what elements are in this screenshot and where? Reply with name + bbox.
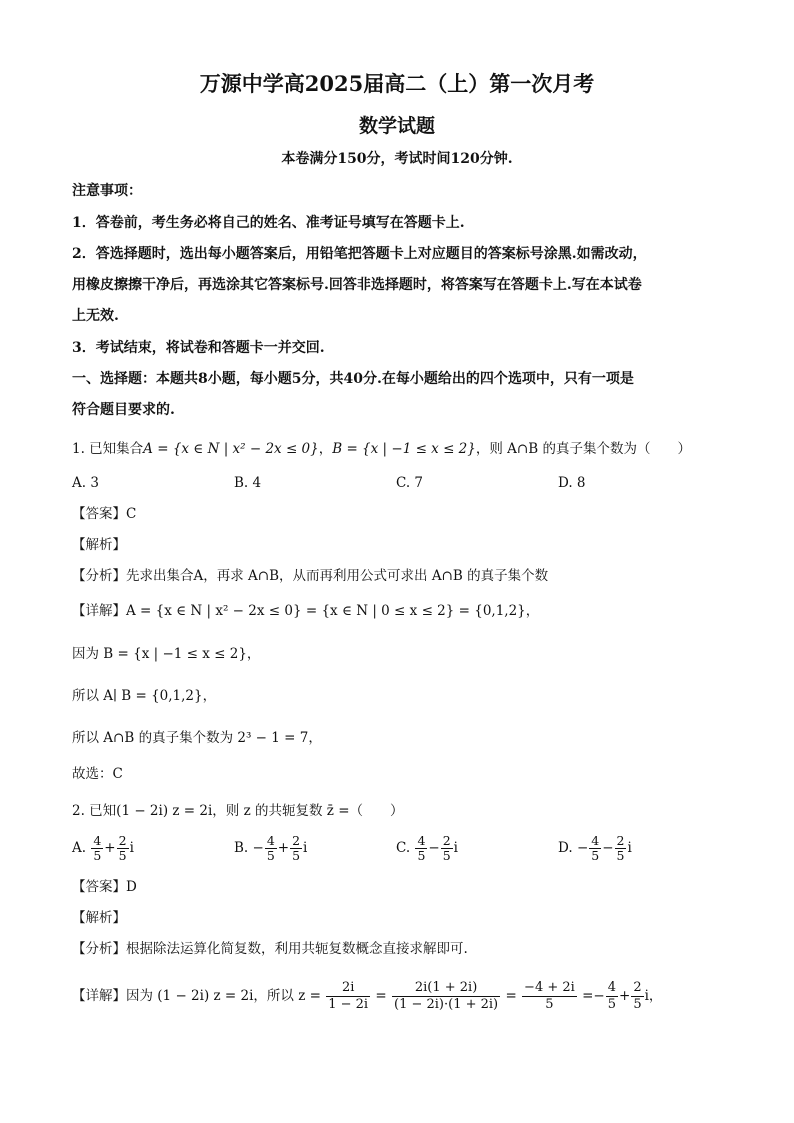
q2-option-d-frac-2 (615, 834, 627, 863)
q1-set-b: B = {x | −1 ≤ x ≤ 2} (332, 441, 476, 457)
q2-eq-3: = (582, 988, 594, 1004)
note-2-line-1: 2．答选择题时，选出每小题答案后，用铅笔把答题卡上对应题目的答案标号涂黑.如需改动， (72, 246, 647, 262)
q2-neg-sign: − (593, 988, 605, 1004)
q2-option-b-sign: − (252, 840, 264, 856)
note-3: 3．考试结束，将试卷和答题卡一并交回. (72, 340, 325, 356)
q2-step-frac-5-num: 2 (633, 980, 642, 995)
q2-option-b-frac-1-num: 4 (266, 833, 275, 848)
q2-option-a-frac-2-num: 2 (118, 833, 127, 848)
q2-stem: 2. 已知(1 − 2i) z = 2i，则 z 的共轭复数 z̄ =（ ） (72, 803, 404, 819)
q1-set-a: A = {x ∈ N | x² − 2x ≤ 0} (143, 441, 319, 457)
q1-option-b: B. 4 (234, 475, 262, 491)
q2-option-d-frac-1 (589, 834, 601, 863)
q2-option-b-frac-1 (265, 834, 277, 863)
q2-step-frac-4 (606, 980, 618, 1013)
q2-answer: 【答案】D (72, 879, 137, 895)
q2-step-frac-3 (522, 980, 577, 1013)
note-1: 1．答卷前，考生务必将自己的姓名、准考证号填写在答题卡上. (72, 215, 465, 231)
q2-option-b-frac-1-den: 5 (266, 848, 275, 863)
q2-plus-sign: + (619, 988, 631, 1004)
q2-option-b (234, 834, 307, 863)
q1-step-4: 所以 A∩B 的真子集个数为 2³ − 1 = 7， (72, 730, 322, 746)
q2-option-b-label: B. (234, 840, 249, 856)
q1-stem (72, 439, 691, 459)
note-2-line-3: 上无效. (72, 308, 119, 324)
q1-step-2: 因为 B = {x | −1 ≤ x ≤ 2}， (72, 646, 261, 662)
q2-step-frac-1 (326, 980, 370, 1013)
q2-xiangjie-prefix: 【详解】因为 (1 − 2i) z = 2i，所以 z = (72, 988, 321, 1004)
q2-option-b-frac-2-num: 2 (292, 833, 301, 848)
q1-stem-suffix: ，则 A∩B 的真子集个数为（ ） (475, 441, 691, 457)
q2-option-c-frac-2-den: 5 (442, 848, 451, 863)
q2-step-frac-1-den: 1 − 2i (328, 997, 369, 1012)
q2-option-c-frac-2-num: 2 (442, 833, 451, 848)
q2-option-c (396, 834, 458, 863)
q2-option-b-frac-2-den: 5 (292, 848, 301, 863)
q2-option-a-label: A. (72, 840, 87, 856)
q2-option-b-frac-2 (290, 834, 302, 863)
q2-option-d-frac-1-num: 4 (591, 833, 600, 848)
q2-option-c-frac-1 (415, 834, 427, 863)
section-1-heading-line-1: 一、选择题：本题共8小题，每小题5分，共40分.在每小题给出的四个选项中，只有一项是 (72, 371, 634, 387)
q2-option-c-unit: i (453, 840, 458, 856)
exam-info: 本卷满分150分，考试时间120分钟. (281, 151, 513, 167)
q1-option-d: D. 8 (558, 475, 586, 491)
q2-xiangjie (72, 980, 662, 1013)
q2-step-frac-2-num: 2i(1 + 2i) (392, 980, 500, 997)
q1-answer: 【答案】C (72, 506, 137, 522)
q2-tail: i， (644, 988, 663, 1004)
q1-option-c: C. 7 (396, 475, 424, 491)
q2-option-d-frac-2-den: 5 (616, 848, 625, 863)
q2-option-d-frac-1-den: 5 (591, 848, 600, 863)
q2-eq-1: = (375, 988, 387, 1004)
q2-option-a-unit: i (129, 840, 134, 856)
q2-option-a-frac-2-den: 5 (118, 848, 127, 863)
q2-option-b-op: + (277, 840, 290, 856)
q2-step-frac-4-den: 5 (607, 997, 616, 1012)
q1-analysis-label: 【解析】 (72, 537, 126, 553)
q2-step-frac-5-den: 5 (633, 997, 642, 1012)
q2-option-a-op: + (104, 840, 116, 856)
exam-subtitle: 数学试题 (358, 115, 435, 137)
q2-step-frac-4-num: 4 (607, 980, 616, 995)
q2-step-frac-3-num: −4 + 2i (524, 980, 575, 995)
q1-xiangjie: 【详解】A = {x ∈ N | x² − 2x ≤ 0} = {x ∈ N | 0 ≤ x ≤ 2} = {0,1,2}， (72, 603, 540, 619)
q2-step-frac-5 (631, 980, 643, 1013)
q1-option-a: A. 3 (72, 475, 99, 491)
q2-option-c-frac-1-num: 4 (417, 833, 426, 848)
q1-separator: ， (318, 441, 333, 457)
q2-option-a-frac-1-num: 4 (93, 833, 102, 848)
q1-fenxi: 【分析】先求出集合A，再求 A∩B，从而再利用公式可求出 A∩B 的真子集个数 (72, 568, 549, 584)
q2-option-d-label: D. (558, 840, 573, 856)
q2-option-c-frac-1-den: 5 (417, 848, 426, 863)
notes-heading: 注意事项： (72, 183, 142, 199)
section-1-heading-line-2: 符合题目要求的. (72, 402, 175, 418)
q1-stem-prefix: 1. 已知集合 (72, 441, 144, 457)
q2-option-a-frac-1 (91, 834, 103, 863)
q1-step-3: 所以 A∣ B = {0,1,2}， (72, 688, 217, 704)
q2-analysis-label: 【解析】 (72, 910, 126, 926)
exam-title: 万源中学高2025届高二（上）第一次月考 (199, 71, 595, 96)
q2-option-c-frac-2 (441, 834, 453, 863)
q2-option-d (558, 834, 632, 863)
q2-option-a-frac-2 (117, 834, 129, 863)
q2-step-frac-3-den: 5 (545, 997, 554, 1012)
note-2-line-2: 用橡皮擦擦干净后，再选涂其它答案标号.回答非选择题时，将答案写在答题卡上.写在本试卷 (72, 277, 642, 293)
q2-option-d-unit: i (627, 840, 632, 856)
q2-option-d-sign: − (576, 840, 589, 856)
q2-option-a (72, 834, 134, 863)
q2-option-d-frac-2-num: 2 (616, 833, 625, 848)
q2-step-frac-2 (392, 980, 500, 1013)
q2-option-b-unit: i (303, 840, 308, 856)
q2-option-c-op: − (428, 840, 440, 856)
q1-conclusion: 故选：C (72, 766, 123, 782)
q2-eq-2: = (505, 988, 517, 1004)
q2-option-a-frac-1-den: 5 (93, 848, 102, 863)
q2-step-frac-2-den: (1 − 2i)·(1 + 2i) (394, 997, 499, 1012)
q2-fenxi: 【分析】根据除法运算化简复数，利用共轭复数概念直接求解即可. (72, 941, 468, 957)
q2-step-frac-1-num: 2i (326, 980, 370, 997)
q2-option-c-label: C. (396, 840, 411, 856)
q2-option-d-op: − (602, 840, 614, 856)
